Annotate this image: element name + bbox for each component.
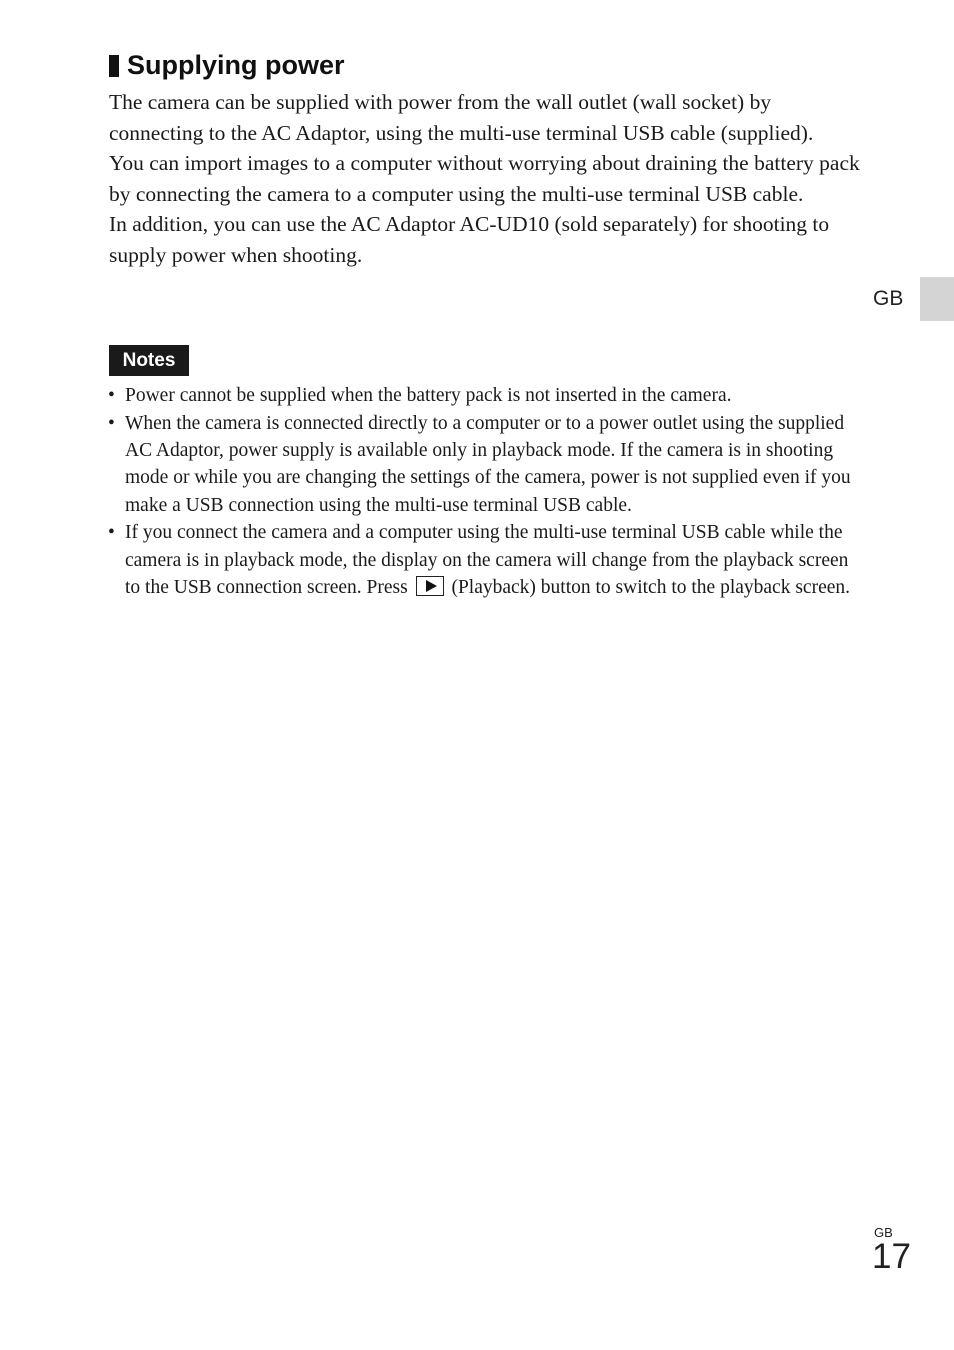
list-item (108, 519, 868, 601)
side-tab (920, 277, 954, 321)
section-heading (109, 48, 345, 82)
intro-paragraph: You can import images to a computer without worrying about draining the battery pack by connecting the camera to a computer using the multi-use terminal USB cable. (109, 151, 860, 206)
intro-text (109, 87, 869, 270)
page-number: 17 (872, 1237, 911, 1276)
list-item (108, 410, 868, 519)
note-text: When the camera is connected directly to a computer or to a power outlet using the supplied AC Adaptor, power supply is available only in playback mode. If the camera is in shooting mode or while you are changing the settings of the camera, power is not supplied even if you make a USB connection using the multi-use terminal USB cable. (125, 412, 851, 516)
bullet: • (108, 522, 115, 544)
note-text-before-icon: If you connect the camera and a computer using the multi-use terminal USB cable while the camera is in playback mode, the display on the camera will change from the playback screen to the USB connection screen. Press (125, 522, 849, 599)
bullet: • (108, 412, 115, 434)
intro-paragraph: In addition, you can use the AC Adaptor AC-UD10 (sold separately) for shooting to supply power when shooting. (109, 212, 830, 267)
notes-label: Notes (109, 345, 189, 376)
side-tab-label: GB (873, 287, 904, 310)
heading-marker-icon (109, 55, 119, 77)
play-button-icon (416, 576, 444, 596)
notes-list (108, 382, 868, 602)
intro-paragraph: The camera can be supplied with power from the wall outlet (wall socket) by connecting to the AC Adaptor, using the multi-use terminal USB cable (supplied). (109, 90, 814, 145)
note-text-after-icon: (Playback) button to switch to the playback screen. (451, 577, 851, 599)
list-item (108, 382, 868, 409)
note-text: Power cannot be supplied when the battery pack is not inserted in the camera. (125, 385, 732, 406)
section-title: Supplying power (127, 50, 345, 80)
page-language: GB (874, 1225, 893, 1240)
bullet: • (108, 385, 115, 406)
